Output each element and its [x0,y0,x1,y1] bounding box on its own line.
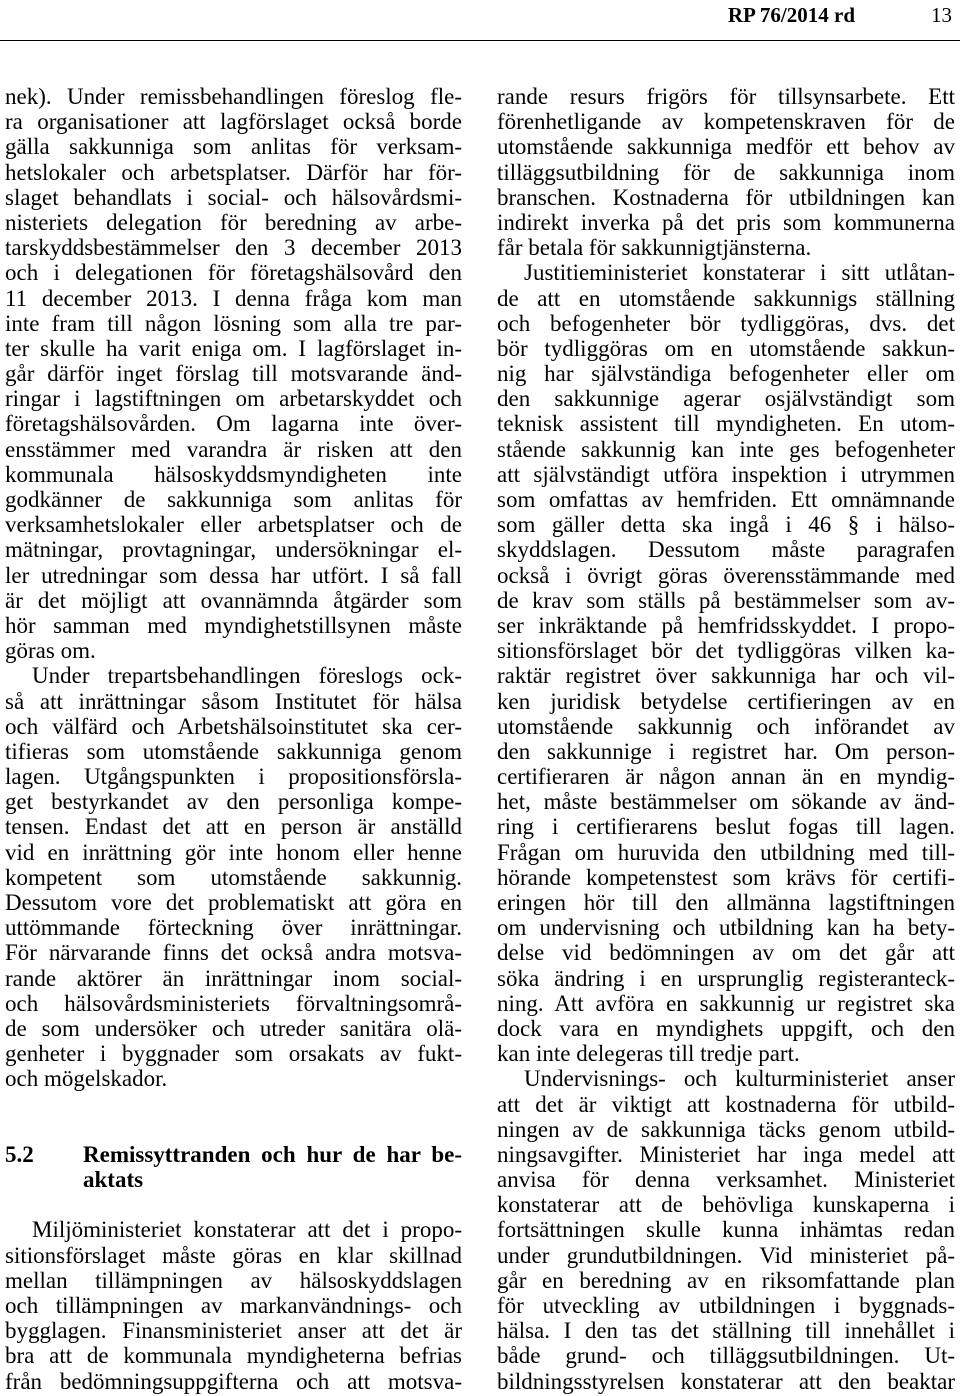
text-line: den sakkunnige agerar osjälvständigt som [497,386,955,412]
text-line: utomstående sakkunniga medför ett behov av [497,134,955,160]
text-line: teknisk assistent till myndigheten. En utom- [497,411,955,437]
text-line: slaget behandlats i social- och hälsovårdsmi- [5,184,462,210]
text-line: Dessutom vore det problematiskt att göra en [5,890,462,915]
text-line: ler utredningar som dessa har utfört. I så fall [5,562,462,588]
paragraph [497,84,955,260]
page-number: 13 [931,3,952,27]
text-line: de att en utomstående sakkunnigs ställning [497,285,955,311]
text-line: de krav som ställs på bestämmelser som av- [497,587,955,613]
paragraph [497,1066,955,1393]
text-line: Under trepartsbehandlingen föreslogs ock- [32,663,462,689]
text-line: nisteriets delegation för beredning av arbe- [5,209,462,235]
text-line: tifieras som utomstående sakkunniga genom [5,738,462,764]
text-line: bör tydliggöras om en utomstående sakkun- [497,335,955,361]
text-line: delse vid bedömningen av om det går att [497,940,955,966]
text-line: så att inrättningar såsom Institutet för hälsa [5,688,462,714]
text-line: ter skulle ha varit eniga om. I lagförslaget in- [5,335,462,361]
text-line: mellan tillämpningen av hälsoskyddslagen [5,1267,462,1293]
text-line: företagshälsovården. Om lagarna inte över- [5,411,462,437]
text-line: sitionsförslaget bör det tydliggöras vilken ka- [497,638,955,664]
text-line: ken juridisk betydelse certifieringen av en [497,688,955,714]
text-line: ringar i lagstiftningen om arbetarskyddet och [5,386,462,412]
text-line: göras om. [5,638,96,664]
text-line: söka ändring i en ursprunglig registeranteck- [497,965,955,991]
text-line: mätningar, provtagningar, undersökningar el- [5,537,462,563]
text-line: inte fram till någon lösning som alla tre par- [5,310,462,336]
right-column [497,84,955,1394]
text-line: nig har självständiga befogenheter eller om [497,361,955,387]
text-line: förenhetligande av kompetenskraven för de [497,109,955,135]
text-line: vid en inrättning gör inte honom eller henne [5,839,462,865]
text-line: raktär registret över sakkunniga har och vil- [497,663,955,689]
text-line: och tillämpningen av markanvändnings- och [5,1293,462,1319]
text-line: het, måste bestämmelser om sökande av änd- [497,789,955,815]
text-line: och befogenheter bör tydliggöras, dvs. det [497,310,955,336]
section-heading [5,1142,462,1192]
text-line: nek). Under remissbehandlingen föreslog fle- [5,84,462,109]
text-line: ser inkräktande på hemfridsskyddet. I propo- [497,612,955,638]
text-line: ningsavgifter. Ministeriet har inga medel att [497,1141,955,1167]
text-line: kompetent som utomstående sakkunnig. [5,864,462,890]
text-line: verksamhetslokaler eller arbetsplatser och de [5,512,462,538]
text-line: anvisa för denna verksamhet. Ministeriet [497,1167,955,1193]
text-line: eringen hör till den allmänna lagstiftningen [497,890,955,915]
section-title [83,1142,462,1192]
text-line: kommunala hälsoskyddsmyndigheten inte [5,461,462,487]
text-line: ra organisationer att lagförslaget också borde [5,109,462,135]
text-line: både grund- och tilläggsutbildningen. Ut- [497,1343,955,1369]
text-line: hörande kompetenstest som krävs för certifi- [497,864,955,890]
text-line: bildningsstyrelsen konstaterar att den beaktar [497,1368,955,1394]
text-line: den sakkunnige i registret har. Om person- [497,738,955,764]
text-line: Frågan om huruvida den utbildning med till- [497,839,955,865]
text-line: branschen. Kostnaderna för utbildningen kan [497,184,955,210]
text-line: ring i certifierarens beslut fogas till lagen. [497,814,955,840]
text-line: att självständigt utföra inspektion i utrymmen [497,461,955,487]
text-line: är det möjligt att ovannämnda åtgärder som [5,587,462,613]
text-line: som gäller detta ska ingå i 46 § i hälso- [497,512,955,538]
text-line: och mögelskador. [5,1066,168,1092]
text-line: för utveckling av utbildningen i byggnads- [497,1293,955,1318]
text-line: att det är viktigt att kostnaderna för utbild- [497,1091,955,1117]
text-line: sitionsförslaget måste göras en klar skillnad [5,1242,462,1268]
text-line: går en beredning av en riksomfattande plan [497,1267,955,1293]
text-line: gälla sakkunniga som anlitas för verksam- [5,134,462,160]
blank-line [5,1092,462,1117]
text-line: de som undersöker och utreder sanitära olä- [5,1015,462,1041]
text-line: dock vara en myndighets uppgift, och den [497,1015,955,1041]
text-line: från bedömningsuppgifterna och att motsva- [5,1368,462,1394]
text-line: uttömmande förteckning över inrättningar. [5,915,462,941]
text-line: indirekt inverka på det pris som kommunerna [497,209,955,235]
text-line: För närvarande finns det också andra motsva- [5,940,462,966]
text-line: tilläggsutbildning för de sakkunniga inom [497,159,955,185]
text-line: går därför inget förslag till motsvarande änd- [5,361,462,387]
text-line: hetslokaler och arbetsplatser. Därför har för- [5,159,462,185]
header-rule [0,40,960,41]
text-line: konstaterar att de behövliga kunskaperna i [497,1192,955,1218]
text-line: rande aktörer än inrättningar inom social- [5,965,462,991]
text-line: hälsa. I den tas det ställning till innehållet i [497,1318,955,1344]
text-line: get bestyrkandet av den personliga kompe- [5,789,462,815]
text-line: utomstående sakkunnig och införandet av [497,713,955,739]
text-line: hör samman med myndighetstillsynen måste [5,612,462,638]
text-line: Justitieministeriet konstaterar i sitt utlåtan- [524,260,955,286]
text-line: genheter i byggnader som orsakats av fukt- [5,1041,462,1067]
document-number: RP 76/2014 rd [727,3,855,27]
blank-line [5,1117,462,1142]
paragraph [5,1217,462,1393]
text-line: och hälsovårdsministeriets förvaltningsområ- [5,990,462,1016]
text-line: också i övrigt göras överensstämmande med [497,562,955,588]
text-line: stående sakkunnig kan inte ges befogenheter [497,436,955,462]
left-column [5,84,462,1394]
text-line: certifieraren är någon annan än en myndig- [497,764,955,790]
text-line: rande resurs frigörs för tillsynsarbete. Ett [497,84,955,109]
section-title-line: Remissyttranden och hur de har be- [83,1141,462,1167]
text-line: om undervisning och utbildning kan ha bety- [497,915,955,941]
text-line: skyddslagen. Dessutom måste paragrafen [497,537,955,563]
text-line: godkänner de sakkunniga som anlitas för [5,487,462,512]
text-line: och i delegationen för företagshälsovård den [5,260,462,286]
text-line: 11 december 2013. I denna fråga kom man [5,285,462,311]
text-line: som omfattas av hemfriden. Ett omnämnande [497,487,955,512]
text-line: lagen. Utgångspunkten i propositionsförsla- [5,764,462,790]
text-line: under grundutbildningen. Vid ministeriet på- [497,1242,955,1268]
section-number: 5.2 [5,1141,34,1167]
text-line: fortsättningen skulle kunna inhämtas redan [497,1217,955,1243]
text-line: tensen. Endast det att en person är anställd [5,814,462,840]
text-line: Undervisnings- och kulturministeriet anser [524,1066,955,1092]
text-line: bygglagen. Finansministeriet anser att det är [5,1318,462,1344]
text-line: tarskyddsbestämmelser den 3 december 2013 [5,235,462,261]
text-line: får betala för sakkunnigtjänsterna. [497,235,812,261]
paragraph [5,663,462,1091]
paragraph [497,260,955,1066]
text-line: bra att de kommunala myndigheterna befrias [5,1343,462,1369]
blank-line [5,1192,462,1217]
text-line: kan inte delegeras till tredje part. [497,1041,800,1067]
section-title-line: aktats [83,1167,144,1193]
paragraph [5,84,462,663]
text-line: ningen av de sakkunniga täcks genom utbild- [497,1116,955,1142]
text-line: och välfärd och Arbetshälsoinstitutet ska cer- [5,713,462,739]
text-line: ning. Att avföra en sakkunnig ur registret ska [497,990,955,1016]
text-line: Miljöministeriet konstaterar att det i propo- [32,1217,462,1243]
text-line: ensstämmer med varandra är risken att den [5,436,462,462]
